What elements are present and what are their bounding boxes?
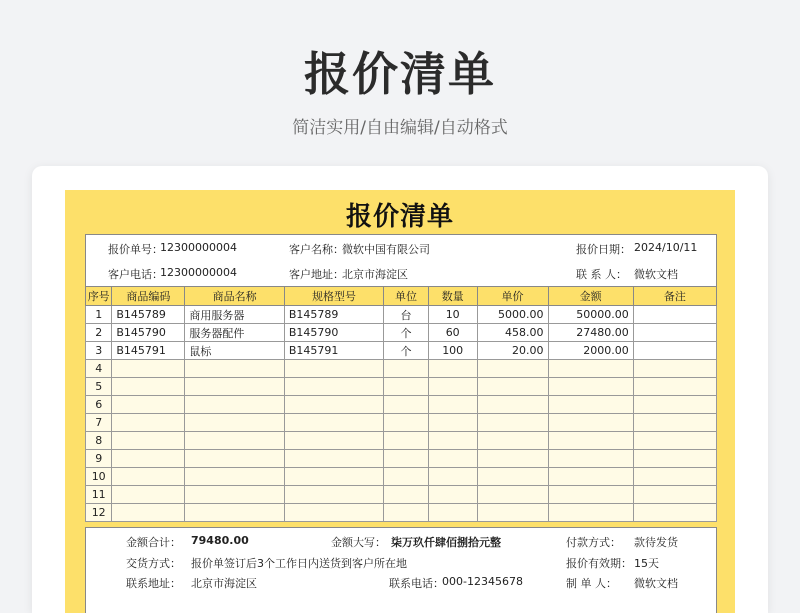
table-row (86, 486, 717, 504)
item-amount-cell[interactable] (548, 360, 633, 378)
row-no-cell[interactable]: 3 (86, 342, 112, 360)
item-qty-cell[interactable] (428, 486, 477, 504)
item-code-cell[interactable] (112, 378, 185, 396)
item-unit-cell[interactable] (384, 360, 429, 378)
item-amount-cell[interactable] (548, 468, 633, 486)
item-price-cell[interactable]: 20.00 (477, 342, 548, 360)
customer-addr-label: 客户地址： (289, 268, 344, 281)
item-amount-cell[interactable] (548, 486, 633, 504)
item-name-cell[interactable] (185, 486, 284, 504)
item-note-cell[interactable] (633, 342, 716, 360)
row-no-cell[interactable]: 10 (86, 468, 112, 486)
table-row (86, 504, 717, 522)
item-unit-cell[interactable]: 台 (384, 306, 429, 324)
contact-addr-value[interactable]: 北京市海淀区 (191, 577, 257, 590)
row-no-cell[interactable]: 12 (86, 504, 112, 522)
item-note-cell[interactable] (633, 396, 716, 414)
item-price-cell[interactable] (477, 414, 548, 432)
col-header: 金额 (548, 287, 633, 306)
total-upper-value[interactable]: 柒万玖仟肆佰捌拾元整 (391, 536, 501, 549)
item-note-cell[interactable] (633, 432, 716, 450)
item-name-cell[interactable] (185, 450, 284, 468)
row-no-cell[interactable]: 1 (86, 306, 112, 324)
table-row (86, 396, 717, 414)
total-upper-label: 金额大写： (331, 536, 386, 549)
validity-label: 报价有效期： (566, 557, 632, 570)
item-amount-cell[interactable] (548, 396, 633, 414)
item-unit-cell[interactable]: 个 (384, 324, 429, 342)
item-code-cell[interactable]: B145789 (112, 306, 185, 324)
item-note-cell[interactable] (633, 324, 716, 342)
item-qty-cell[interactable] (428, 504, 477, 522)
page-subtitle: 简洁实用/自由编辑/自动格式 (292, 118, 508, 138)
item-unit-cell[interactable] (384, 414, 429, 432)
item-price-cell[interactable]: 5000.00 (477, 306, 548, 324)
item-price-cell[interactable] (477, 432, 548, 450)
table-row (86, 468, 717, 486)
quote-no-label: 报价单号： (108, 243, 163, 256)
item-price-cell[interactable] (477, 486, 548, 504)
item-spec-cell[interactable] (284, 432, 383, 450)
sheet-title: 报价清单 (345, 202, 454, 232)
item-amount-cell[interactable]: 50000.00 (548, 306, 633, 324)
item-note-cell[interactable] (633, 450, 716, 468)
item-qty-cell[interactable] (428, 468, 477, 486)
footer-section (85, 527, 717, 613)
item-note-cell[interactable] (633, 486, 716, 504)
item-amount-cell[interactable] (548, 432, 633, 450)
quote-date-value[interactable]: 2024/10/11 (634, 241, 698, 254)
row-no-cell[interactable]: 11 (86, 486, 112, 504)
item-spec-cell[interactable] (284, 450, 383, 468)
item-code-cell[interactable] (112, 450, 185, 468)
item-price-cell[interactable] (477, 450, 548, 468)
contact-phone-value[interactable]: 000-12345678 (442, 575, 523, 588)
table-row (86, 360, 717, 378)
contact-addr-label: 联系地址： (126, 577, 181, 590)
item-name-cell[interactable]: 服务器配件 (185, 324, 284, 342)
col-header: 商品编码 (112, 287, 185, 306)
item-amount-cell[interactable] (548, 504, 633, 522)
item-unit-cell[interactable] (384, 378, 429, 396)
table-row (86, 450, 717, 468)
item-price-cell[interactable]: 458.00 (477, 324, 548, 342)
quote-sheet (65, 190, 735, 613)
item-spec-cell[interactable] (284, 486, 383, 504)
item-code-cell[interactable] (112, 468, 185, 486)
contact-value[interactable]: 微软文档 (634, 268, 678, 281)
item-code-cell[interactable] (112, 432, 185, 450)
row-no-cell[interactable]: 9 (86, 450, 112, 468)
item-unit-cell[interactable]: 个 (384, 342, 429, 360)
item-price-cell[interactable] (477, 504, 548, 522)
col-header: 单位 (384, 287, 429, 306)
item-unit-cell[interactable] (384, 396, 429, 414)
item-unit-cell[interactable] (384, 486, 429, 504)
item-name-cell[interactable] (185, 504, 284, 522)
table-row (86, 378, 717, 396)
quote-date-label: 报价日期： (576, 243, 631, 256)
item-code-cell[interactable] (112, 360, 185, 378)
item-code-cell[interactable] (112, 414, 185, 432)
item-name-cell[interactable]: 商用服务器 (185, 306, 284, 324)
customer-phone-value[interactable]: 12300000004 (160, 266, 237, 279)
row-no-cell[interactable]: 8 (86, 432, 112, 450)
item-note-cell[interactable] (633, 306, 716, 324)
item-qty-cell[interactable] (428, 414, 477, 432)
table-row (86, 414, 717, 432)
item-note-cell[interactable] (633, 360, 716, 378)
page-title: 报价清单 (304, 47, 496, 101)
col-header: 备注 (633, 287, 716, 306)
col-header: 单价 (477, 287, 548, 306)
contact-phone-label: 联系电话： (389, 577, 444, 590)
table-row (86, 342, 717, 360)
delivery-value[interactable]: 报价单签订后3个工作日内送货到客户所在地 (191, 557, 407, 570)
item-unit-cell[interactable] (384, 450, 429, 468)
col-header: 数量 (428, 287, 477, 306)
item-spec-cell[interactable]: B145790 (284, 324, 383, 342)
item-name-cell[interactable] (185, 378, 284, 396)
item-code-cell[interactable]: B145790 (112, 324, 185, 342)
item-qty-cell[interactable]: 60 (428, 324, 477, 342)
item-amount-cell[interactable] (548, 378, 633, 396)
customer-addr-value[interactable]: 北京市海淀区 (342, 268, 408, 281)
item-unit-cell[interactable] (384, 504, 429, 522)
item-name-cell[interactable]: 鼠标 (185, 342, 284, 360)
item-note-cell[interactable] (633, 414, 716, 432)
item-qty-cell[interactable] (428, 378, 477, 396)
item-code-cell[interactable] (112, 486, 185, 504)
item-amount-cell[interactable] (548, 450, 633, 468)
item-qty-cell[interactable] (428, 450, 477, 468)
item-qty-cell[interactable] (428, 432, 477, 450)
item-qty-cell[interactable]: 100 (428, 342, 477, 360)
item-amount-cell[interactable] (548, 414, 633, 432)
item-code-cell[interactable]: B145791 (112, 342, 185, 360)
item-qty-cell[interactable]: 10 (428, 306, 477, 324)
table-row (86, 432, 717, 450)
item-name-cell[interactable] (185, 360, 284, 378)
items-table (85, 286, 717, 522)
payment-label: 付款方式： (566, 536, 621, 549)
item-spec-cell[interactable] (284, 360, 383, 378)
item-name-cell[interactable] (185, 414, 284, 432)
payment-value[interactable]: 款待发货 (634, 536, 678, 549)
row-no-cell[interactable]: 6 (86, 396, 112, 414)
item-spec-cell[interactable]: B145791 (284, 342, 383, 360)
row-no-cell[interactable]: 4 (86, 360, 112, 378)
maker-value[interactable]: 微软文档 (634, 577, 678, 590)
col-header: 商品名称 (185, 287, 284, 306)
item-unit-cell[interactable] (384, 468, 429, 486)
total-label: 金额合计： (126, 536, 181, 549)
col-header: 规格型号 (284, 287, 383, 306)
validity-value[interactable]: 15天 (634, 557, 659, 570)
contact-label: 联 系 人： (576, 268, 627, 281)
item-note-cell[interactable] (633, 504, 716, 522)
preview-card (32, 166, 768, 613)
item-note-cell[interactable] (633, 468, 716, 486)
item-price-cell[interactable] (477, 468, 548, 486)
table-row (86, 324, 717, 342)
item-amount-cell[interactable]: 27480.00 (548, 324, 633, 342)
delivery-label: 交货方式： (126, 557, 181, 570)
item-qty-cell[interactable] (428, 360, 477, 378)
item-amount-cell[interactable]: 2000.00 (548, 342, 633, 360)
item-code-cell[interactable] (112, 504, 185, 522)
total-value[interactable]: 79480.00 (191, 534, 249, 547)
info-section (85, 234, 717, 288)
item-qty-cell[interactable] (428, 396, 477, 414)
maker-label: 制 单 人： (566, 577, 617, 590)
table-header (86, 287, 717, 306)
item-spec-cell[interactable] (284, 414, 383, 432)
quote-no-value[interactable]: 12300000004 (160, 241, 237, 254)
item-spec-cell[interactable] (284, 504, 383, 522)
item-price-cell[interactable] (477, 360, 548, 378)
item-note-cell[interactable] (633, 378, 716, 396)
table-row (86, 306, 717, 324)
customer-name-value[interactable]: 微软中国有限公司 (342, 243, 430, 256)
item-code-cell[interactable] (112, 396, 185, 414)
item-unit-cell[interactable] (384, 432, 429, 450)
item-name-cell[interactable] (185, 468, 284, 486)
item-spec-cell[interactable] (284, 378, 383, 396)
item-spec-cell[interactable] (284, 396, 383, 414)
item-price-cell[interactable] (477, 378, 548, 396)
item-spec-cell[interactable]: B145789 (284, 306, 383, 324)
item-name-cell[interactable] (185, 432, 284, 450)
customer-name-label: 客户名称： (289, 243, 344, 256)
row-no-cell[interactable]: 5 (86, 378, 112, 396)
item-name-cell[interactable] (185, 396, 284, 414)
row-no-cell[interactable]: 2 (86, 324, 112, 342)
item-spec-cell[interactable] (284, 468, 383, 486)
row-no-cell[interactable]: 7 (86, 414, 112, 432)
col-header: 序号 (86, 287, 112, 306)
item-price-cell[interactable] (477, 396, 548, 414)
customer-phone-label: 客户电话： (108, 268, 163, 281)
